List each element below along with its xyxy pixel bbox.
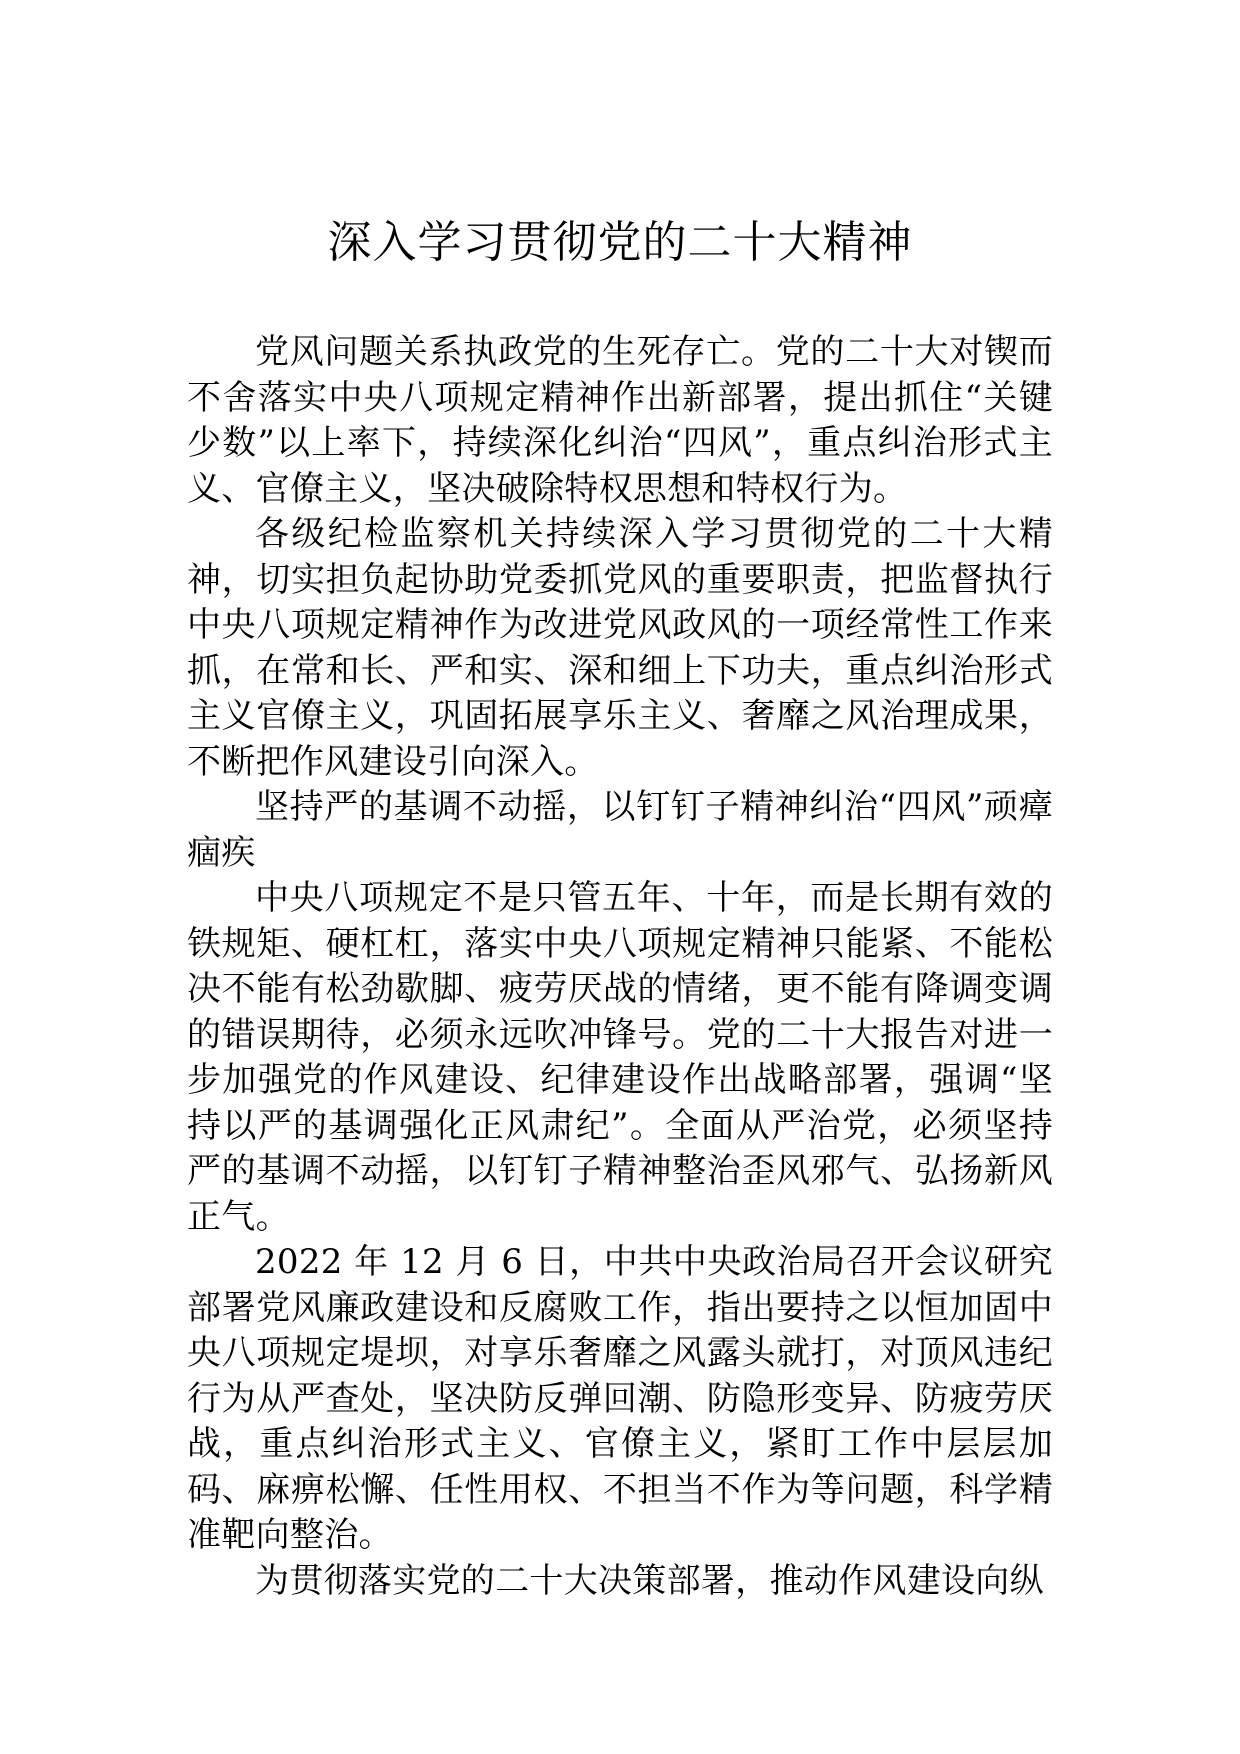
document-body [187,330,1053,1604]
paragraph-5: 为贯彻落实党的二十大决策部署，推动作风建设向纵 [255,1560,1044,1601]
document-title: 深入学习贯彻党的二十大精神 [327,217,913,268]
paragraph-4: 2022 年 12 月 6 日，中共中央政治局召开会议研究部署党风廉政建设和反腐败工作，指出要持之以恒加固中央八项规定堤坝，对享乐奢靡之风露头就打，对顶风违纪行为从严查处，坚决防反弹回潮、防隐形变异、防疲劳厌战，重点纠治形式主义、官僚主义，紧盯工作中层层加码、麻痹松懈、任性用权、不担当不作为等问题，科学精准靶向整治。 [187,1242,1053,1555]
section-heading: 坚持严的基调不动摇，以钉钉子精神纠治“四风”顽瘴痼疾 [187,787,1053,873]
paragraph-1: 党风问题关系执政党的生死存亡。党的二十大对锲而不舍落实中央八项规定精神作出新部署，提出抓住“关键少数”以上率下，持续深化纠治“四风”，重点纠治形式主义、官僚主义，坚决破除特权思想和特权行为。 [187,332,1053,509]
paragraph-3: 中央八项规定不是只管五年、十年，而是长期有效的铁规矩、硬杠杠，落实中央八项规定精神只能紧、不能松决不能有松劲歇脚、疲劳厌战的情绪，更不能有降调变调的错误期待，必须永远吹冲锋号。党的二十大报告对进一步加强党的作风建设、纪律建设作出战略部署，强调“坚持以严的基调强化正风肃纪”。全面从严治党，必须坚持严的基调不动摇，以钉钉子精神整治歪风邪气、弘扬新风正气。 [187,878,1053,1237]
paragraph-2: 各级纪检监察机关持续深入学习贯彻党的二十大精神，切实担负起协助党委抓党风的重要职责，把监督执行中央八项规定精神作为改进党风政风的一项经常性工作来抓，在常和长、严和实、深和细上下功夫，重点纠治形式主义官僚主义，巩固拓展享乐主义、奢靡之风治理成果，不断把作风建设引向深入。 [187,514,1053,782]
